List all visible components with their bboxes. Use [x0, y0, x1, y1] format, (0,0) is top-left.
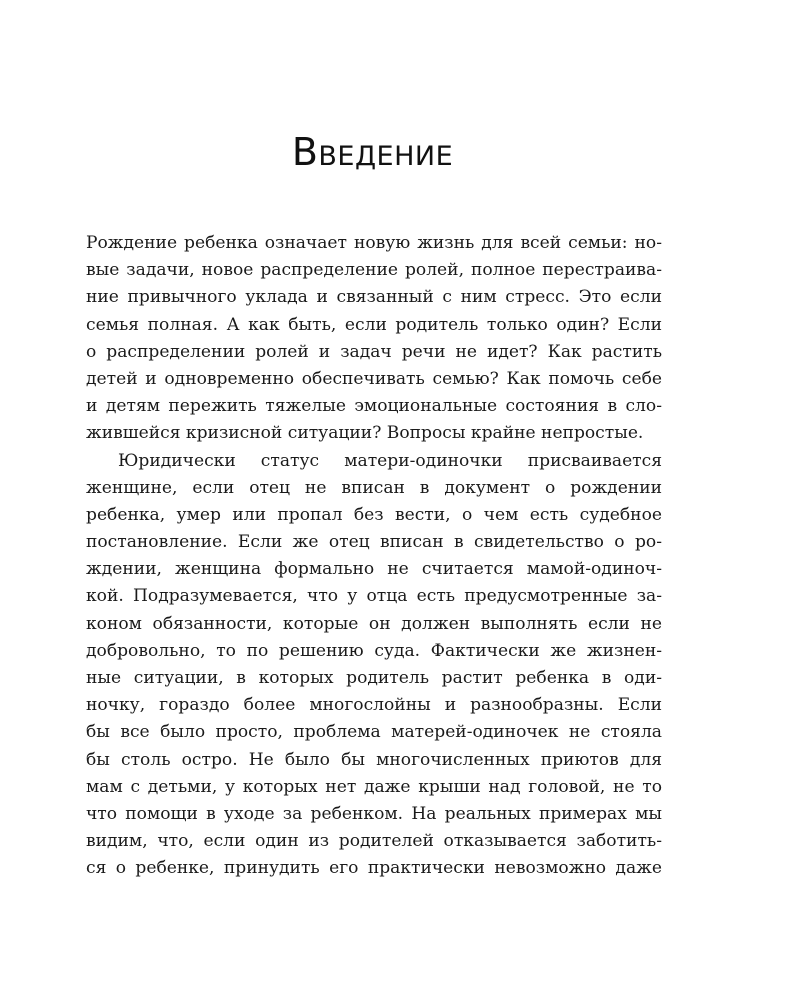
- text-line: ся о ребенке, принудить его практически невозможно даже: [86, 858, 662, 879]
- text-line: кой. Подразумевается, что у отца есть предусмотренные за-: [86, 586, 662, 607]
- text-line: Юридически статус матери-одиночки присваивается: [118, 450, 662, 471]
- text-line: ние привычного уклада и связанный с ним стресс. Это если: [86, 287, 662, 308]
- text-line: о распределении ролей и задач речи не идет? Как растить: [86, 341, 662, 362]
- text-line: ждении, женщина формально не считается мамой-одиноч-: [86, 559, 662, 580]
- text-line: ребенка, умер или пропал без вести, о чем есть судебное: [86, 504, 662, 525]
- text-line: ночку, гораздо более многослойны и разнообразны. Если: [86, 695, 662, 716]
- text-line: жившейся кризисной ситуации? Вопросы крайне непростые.: [86, 423, 644, 444]
- text-line: женщине, если отец не вписан в документ о рождении: [86, 477, 662, 498]
- chapter-title: Введение: [291, 130, 454, 174]
- text-line: детей и одновременно обеспечивать семью? Как помочь себе: [86, 368, 662, 389]
- body-text: [86, 230, 662, 883]
- text-line: ные ситуации, в которых родитель растит ребенка в оди-: [86, 668, 662, 688]
- text-line: коном обязанности, которые он должен выполнять если не: [86, 613, 662, 634]
- text-line: мам с детьми, у которых нет даже крыши над головой, не то: [86, 776, 662, 797]
- text-line: Рождение ребенка означает новую жизнь для всей семьи: но-: [86, 233, 662, 253]
- paragraph-2: [86, 448, 662, 883]
- text-line: видим, что, если один из родителей отказывается заботить-: [86, 831, 662, 852]
- text-line: и детям пережить тяжелые эмоциональные состояния в сло-: [86, 396, 662, 417]
- text-line: добровольно, то по решению суда. Фактически же жизнен-: [86, 640, 662, 661]
- text-line: бы столь остро. Не было бы многочисленных приютов для: [86, 749, 662, 770]
- paragraph-1: [86, 230, 662, 448]
- text-line: семья полная. А как быть, если родитель только один? Если: [86, 314, 662, 335]
- text-line: вые задачи, новое распределение ролей, полное перестраива-: [86, 260, 662, 281]
- text-line: что помощи в уходе за ребенком. На реальных примерах мы: [86, 803, 662, 824]
- text-line: постановление. Если же отец вписан в свидетельство о ро-: [86, 532, 662, 553]
- text-line: бы все было просто, проблема матерей-одиночек не стояла: [86, 722, 662, 743]
